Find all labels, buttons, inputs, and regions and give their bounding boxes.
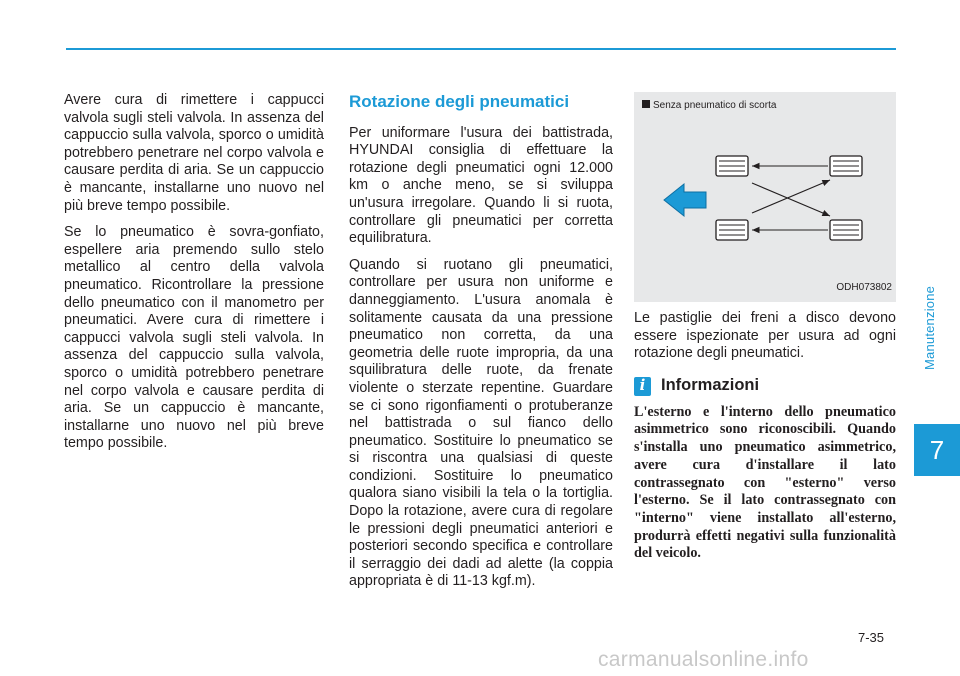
chapter-tab: 7 (914, 424, 960, 476)
page-number: 7-35 (858, 630, 885, 645)
info-text: L'esterno e l'interno dello pneumatico asimmetrico sono riconoscibili. Quando s'installa uno pneumatico asimmetrico, avere cura d'installare il lato contrassegnato con "esterno" verso l'esterno. Se il lato contrassegnato con "interno" viene installato all'esterno, produrrà effetti negativi sulla funzionalità del veicolo. (634, 403, 896, 562)
tire-rotation-figure (634, 92, 896, 302)
rotation-arrow (752, 183, 830, 216)
figure-caption (642, 97, 776, 115)
rotation-arrow (752, 180, 830, 213)
direction-arrow-icon (664, 184, 706, 216)
figure-code: ODH073802 (836, 282, 892, 294)
column-right (634, 92, 896, 563)
tire-rotation-diagram (634, 92, 896, 302)
paragraph: Per uniformare l'usura dei battistrada, HYUNDAI consiglia di effettuare la rotazione degli pneumatici ogni 12.000 km o anche meno, se si sviluppa un'usura irregolare. Quando li si ruota, controllare gli pneumatici per corretta equilibratura. (349, 124, 613, 247)
top-rule (66, 48, 896, 50)
figure-caption-text: Senza pneumatico di scorta (653, 100, 777, 111)
info-header (634, 377, 896, 396)
info-title: Informazioni (661, 376, 760, 395)
section-title: Rotazione degli pneumatici (349, 92, 570, 111)
paragraph: Quando si ruotano gli pneumatici, controllare per usura non uniforme e danneggiamento. L'usura anomala è solitamente causata da una pressione pneumatico non corretta, da una geometria delle ruote impropria, da una squilibratura delle ruote, da frenate violente o sterzate repentine. Guardare se ci sono rigonfiamenti o protuberanze nel battistrada o sul fianco dello pneumatico. Sostituire lo pneumatico se si riscontra una qualsiasi di queste condizioni. Sostituire lo pneumatico qualora siano visibili la tela o la tortiglia. Dopo la rotazione, avere cura di regolare le pressioni degli pneumatici anteriori e posteriori secondo specifica e controllare il serraggio dei dadi ad alette (la coppia appropriata è di 11-13 kgf.m). (349, 256, 613, 590)
tire-front-left-icon (716, 156, 748, 176)
paragraph: Avere cura di rimettere i cappucci valvola sugli steli valvola. In assenza del cappuccio sulla valvola, sporco o umidità potrebbero penetrare nel corpo valvola e causare perdita di aria. Se un cappuccio è mancante, installarne uno nuovo nel più breve tempo possibile. (64, 92, 324, 214)
tire-rear-right-icon (830, 220, 862, 240)
paragraph: Se lo pneumatico è sovra-gonfiato, espellere aria premendo sullo stelo metallico al centro della valvola pneumatico. Ricontrollare la pressione dello pneumatico con il manometro per pneumatici. Avere cura di rimettere i cappucci valvola sugli steli valvola. In assenza del cappuccio sulla valvola, sporco o umidità potrebbero penetrare nel corpo valvola e causare perdita di aria. Se un cappuccio è mancante, installarne uno nuovo nel più breve tempo possibile. (64, 224, 324, 452)
watermark: carmanualsonline.info (598, 648, 809, 671)
info-icon: i (634, 377, 651, 396)
tire-front-right-icon (716, 220, 748, 240)
paragraph: Le pastiglie dei freni a disco devono essere ispezionate per usura ad ogni rotazione degli pneumatici. (634, 310, 896, 362)
column-left (64, 92, 324, 462)
column-middle (349, 93, 613, 600)
tire-rear-left-icon (830, 156, 862, 176)
section-side-label: Manutenzione (922, 285, 937, 370)
